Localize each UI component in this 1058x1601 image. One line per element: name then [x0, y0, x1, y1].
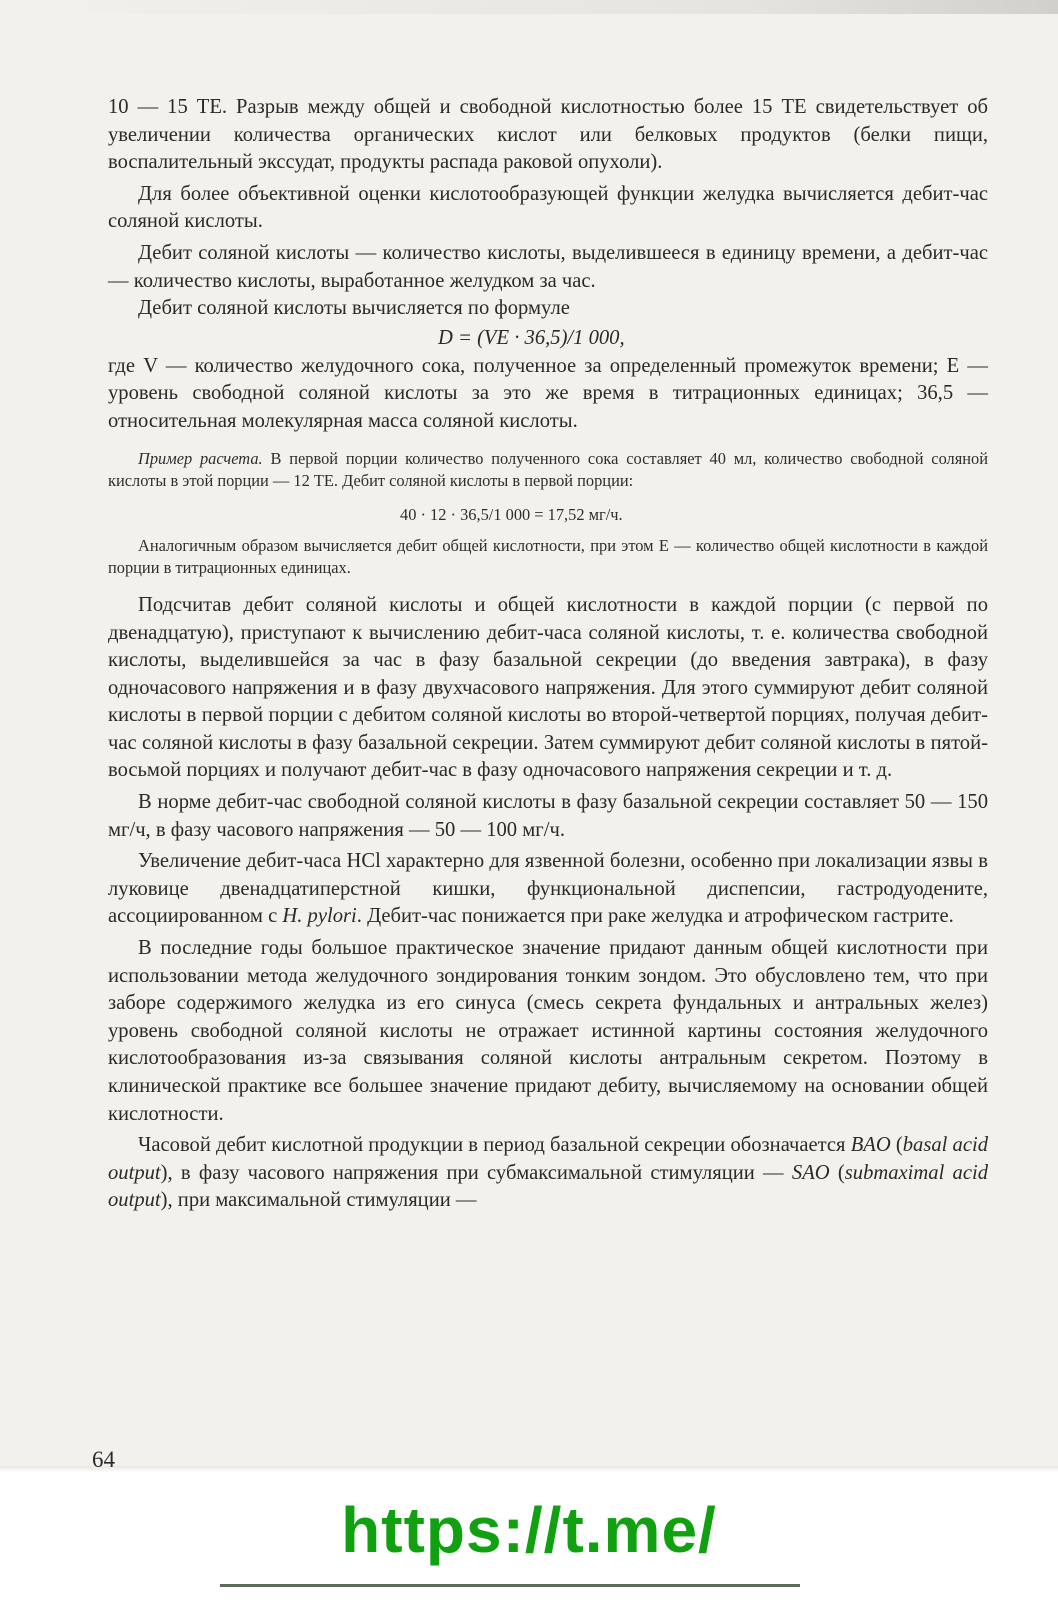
paragraph-continued: 10 — 15 ТЕ. Разрыв между общей и свободной кислотностью более 15 ТЕ свидетельствует об увеличении количества органических кислот или белковых продуктов (белки пищи, воспалительный экссудат, продукты распада раковой опухоли).	[108, 96, 988, 174]
bao-text-3: ), в фазу часового напряжения при субмаксимальной стимуляции —	[160, 1161, 792, 1184]
example-formula: 40 · 12 · 36,5/1 000 = 17,52 мг/ч.	[400, 504, 623, 524]
page-number: 64	[92, 1447, 115, 1472]
h-pylori-term: H. pylori	[282, 905, 357, 928]
paragraph-formula-intro: Дебит соляной кислоты вычисляется по формуле	[138, 297, 570, 320]
bao-text-1: Часовой дебит кислотной продукции в период базальной секреции обозначается	[138, 1134, 851, 1157]
paragraph-objective-assessment: Для более объективной оценки кислотообразующей функции желудка вычисляется дебит-час соляной кислоты.	[108, 182, 988, 233]
sao-full: submaximal acid output	[108, 1161, 989, 1212]
example-note: Аналогичным образом вычисляется дебит общей кислотности, при этом E — количество общей кислотности в каждой порции в титрационных единицах.	[108, 535, 988, 578]
bao-abbr: BAO	[850, 1134, 891, 1157]
bao-paren-open: (	[890, 1134, 903, 1157]
paragraph-variable-definitions: где V — количество желудочного сока, полученное за определенный промежуток времени; E — уровень свободной соляной кислоты за это же время в титрационных единицах; 36,5 — относительная молекулярная масса соляной кислоты.	[108, 354, 988, 432]
hcl-text-after: . Дебит-час понижается при раке желудка и атрофическом гастрите.	[356, 905, 954, 928]
paragraph-calculation-procedure: Подсчитав дебит соляной кислоты и общей кислотности в каждой порции (с первой по двенадцатую), приступают к вычислению дебит-часа соляной кислоты, т. е. количества свободной кислоты, выделившейся за час в фазу базальной секреции (до введения завтрака), в фазу одночасового напряжения и в фазу двухчасового напряжения. Для этого суммируют дебит соляной кислоты в первой порции с дебитом соляной кислоты во второй-четвертой порциях, получая дебит-час соляной кислоты в фазу базальной секреции. Затем суммируют дебит соляной кислоты в пятой-восьмой порциях и получают дебит-час в фазу одночасового напряжения секреции и т. д.	[108, 593, 988, 782]
paragraph-bao-sao	[108, 1132, 988, 1215]
sao-abbr: SAO	[791, 1161, 830, 1184]
paragraph-debit-definition: Дебит соляной кислоты — количество кислоты, выделившееся в единицу времени, а дебит-час — количество кислоты, выработанное желудком за час.	[108, 241, 988, 292]
example-label: Пример расчета.	[138, 448, 263, 468]
watermark-underline	[220, 1584, 800, 1587]
page-edge-shadow	[0, 0, 1058, 14]
hcl-text-before: Увеличение дебит-часа HCl характерно для язвенной болезни, особенно при локализации язвы в луковице двенадцатиперстной кишки, функциональной диспепсии, гастродуодените, ассоциированном с	[108, 850, 988, 928]
formula-main	[108, 323, 988, 353]
example-block	[108, 448, 988, 493]
sao-paren-open: (	[829, 1161, 845, 1184]
paragraph-recent-years: В последние годы большое практическое значение придают данным общей кислотности при использовании метода желудочного зондирования тонким зондом. Это обусловлено тем, что при заборе содержимого желудка из его синуса (смесь секрета фундальных и антральных желез) уровень свободной соляной кислоты не отражает истинной картины состояния желудочного кислотообразования из-за связывания соляной кислоты антральным секретом. Поэтому в клинической практике все большее значение придают дебиту, вычисляемому на основании общей кислотности.	[108, 937, 988, 1125]
page-content	[108, 94, 988, 1215]
paragraph-norm-values: В норме дебит-час свободной соляной кислоты в фазу базальной секреции составляет 50 — 150 мг/ч, в фазу часового напряжения — 50 — 100 мг/ч.	[108, 791, 988, 841]
paragraph-hcl-increase	[108, 848, 988, 931]
bao-text-5: ), при максимальной стимуляции —	[160, 1189, 477, 1212]
example-text: В первой порции количество полученного сока составляет 40 мл, количество свободной соляной кислоты в этой порции — 12 ТЕ. Дебит соляной кислоты в первой порции:	[108, 448, 988, 491]
formula-text: D = (VE · 36,5)/1 000,	[438, 326, 625, 349]
watermark-link: https://t.me/	[341, 1494, 717, 1566]
bao-full: basal acid output	[108, 1134, 988, 1184]
